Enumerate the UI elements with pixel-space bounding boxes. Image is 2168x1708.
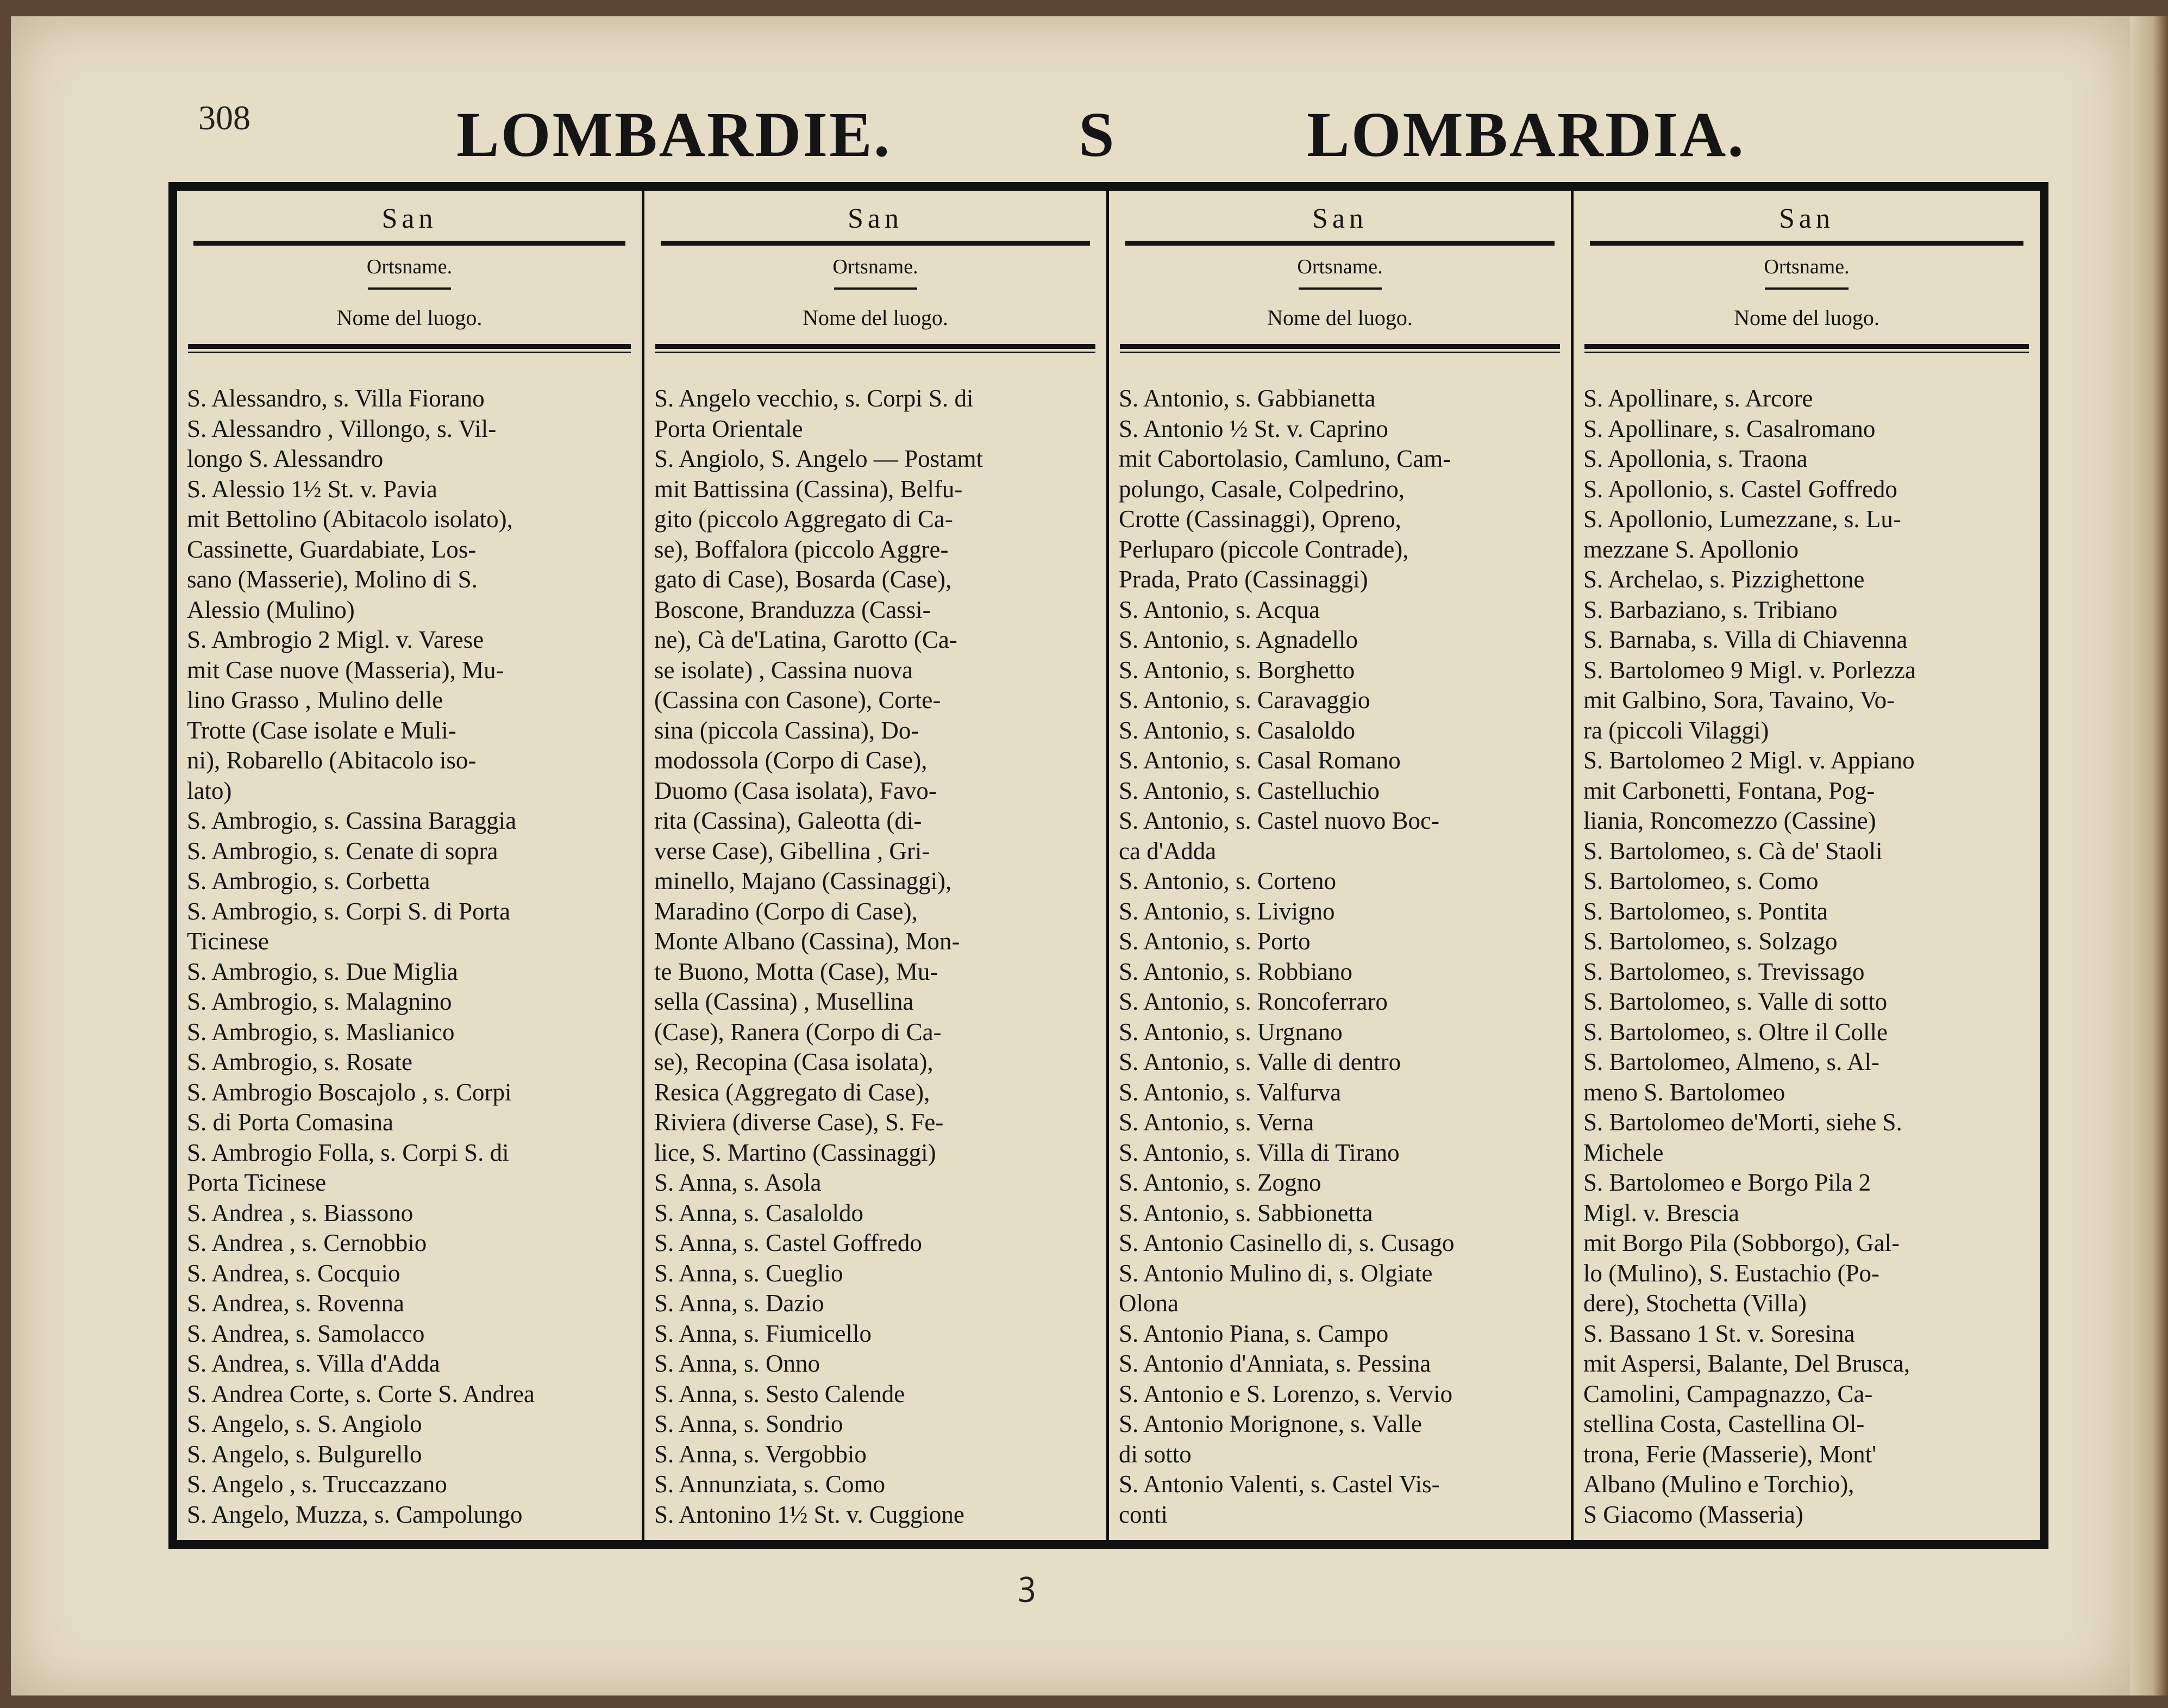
entry-line: di sotto: [1119, 1440, 1192, 1468]
entry-line: S. Andrea Corte, s. Corte S. Andrea: [187, 1380, 535, 1407]
entry-line: S. Ambrogio Folla, s. Corpi S. di: [187, 1138, 509, 1166]
entry-line: S Giacomo (Masseria): [1583, 1500, 1803, 1528]
header-rule: [1120, 352, 1560, 353]
header-rule: [1584, 352, 2029, 353]
entry-line: S. Antonio, s. Verna: [1119, 1109, 1314, 1136]
header-divider: [1765, 287, 1849, 290]
entry-line: mit Borgo Pila (Sobborgo), Gal-: [1583, 1229, 1900, 1256]
entry-line: gito (piccolo Aggregato di Ca-: [654, 505, 953, 533]
entry-line: minello, Majano (Cassinaggi),: [654, 867, 952, 894]
entry-line: S. Antonio d'Anniata, s. Pessina: [1119, 1350, 1431, 1377]
entry-line: S. Antonio Piana, s. Campo: [1119, 1319, 1389, 1347]
column-label-german: Ortsname.: [366, 255, 453, 278]
header-rule: [188, 344, 631, 349]
entry-line: lice, S. Martino (Cassinaggi): [654, 1138, 936, 1166]
entry-line: S. Anna, s. Castel Goffredo: [654, 1229, 922, 1256]
header-rule: [661, 241, 1090, 246]
column-label-italian: Nome del luogo.: [803, 305, 948, 330]
entry-line: S. Bartolomeo 2 Migl. v. Appiano: [1583, 747, 1915, 774]
header-rule: [1125, 241, 1555, 246]
entry-line: S. Andrea , s. Cernobbio: [187, 1229, 427, 1256]
entry-line: mit Battissina (Cassina), Belfu-: [654, 475, 963, 503]
entry-line: S. Antonino 1½ St. v. Cuggione: [654, 1500, 964, 1528]
entry-line: conti: [1119, 1500, 1168, 1528]
entry-line: S. di Porta Comasina: [187, 1109, 393, 1136]
entry-line: S. Bartolomeo, s. Cà de' Staoli: [1583, 837, 1883, 865]
entry-line: S. Antonio, s. Porto: [1119, 928, 1311, 955]
entry-line: ni), Robarello (Abitacolo iso-: [187, 747, 477, 774]
entry-line: (Cassina con Casone), Corte-: [654, 686, 941, 714]
entry-line: S. Bartolomeo 9 Migl. v. Porlezza: [1583, 656, 1916, 684]
header-rule: [1590, 241, 2023, 246]
table-column: [644, 191, 1109, 1540]
entry-line: Duomo (Casa isolata), Favo-: [654, 777, 937, 804]
entry-line: S. Anna, s. Onno: [654, 1350, 820, 1377]
entry-line: S. Anna, s. Vergobbio: [654, 1440, 867, 1468]
entry-line: S. Antonio, s. Villa di Tirano: [1119, 1138, 1400, 1166]
page-edge: [2130, 16, 2168, 1696]
entry-line: se), Boffalora (piccolo Aggre-: [654, 535, 949, 563]
entry-line: ne), Cà de'Latina, Garotto (Ca-: [654, 626, 957, 653]
entry-line: S. Antonio, s. Livigno: [1119, 897, 1335, 925]
entry-line: liania, Roncomezzo (Cassine): [1583, 807, 1876, 834]
entry-line: polungo, Casale, Colpedrino,: [1119, 475, 1405, 503]
column-entries: [1119, 384, 1563, 1530]
book-page: [11, 16, 2130, 1696]
heading-german: LOMBARDIE.: [456, 99, 892, 170]
entry-line: Riviera (diverse Case), S. Fe-: [654, 1109, 944, 1136]
entry-line: Boscone, Branduzza (Cassi-: [654, 596, 931, 623]
entry-line: sella (Cassina) , Musellina: [654, 988, 914, 1015]
entry-line: S. Anna, s. Dazio: [654, 1290, 824, 1317]
entry-line: S. Antonio, s. Valle di dentro: [1119, 1048, 1401, 1075]
entry-line: S. Bassano 1 St. v. Soresina: [1583, 1319, 1855, 1347]
table-column: [1109, 191, 1574, 1540]
entry-line: S. Antonio, s. Corteno: [1119, 867, 1337, 894]
entry-line: S. Antonio, s. Robbiano: [1119, 958, 1353, 985]
column-title: San: [848, 203, 903, 234]
entry-line: S. Antonio, s. Acqua: [1119, 596, 1320, 623]
entry-line: S. Ambrogio, s. Cenate di sopra: [187, 837, 498, 865]
entry-line: S. Antonio Casinello di, s. Cusago: [1119, 1229, 1455, 1256]
entry-line: S. Angelo vecchio, s. Corpi S. di: [654, 385, 974, 412]
entry-line: Albano (Mulino e Torchio),: [1583, 1471, 1854, 1498]
entry-line: dere), Stochetta (Villa): [1583, 1290, 1807, 1317]
heading-letter: S: [1079, 99, 1116, 170]
entry-line: S. Ambrogio, s. Malagnino: [187, 988, 452, 1015]
entry-line: Olona: [1119, 1290, 1179, 1317]
entry-line: Perluparo (piccole Contrade),: [1119, 535, 1409, 563]
column-header: [1109, 191, 1571, 354]
entry-line: S. Angelo , s. Truccazzano: [187, 1471, 447, 1498]
entry-line: meno S. Bartolomeo: [1583, 1078, 1785, 1106]
entry-line: Trotte (Case isolate e Muli-: [187, 716, 456, 744]
entry-line: S. Bartolomeo, s. Solzago: [1583, 928, 1838, 955]
entry-line: S. Bartolomeo, s. Como: [1583, 867, 1819, 894]
entry-line: S. Apollonia, s. Traona: [1583, 445, 1808, 472]
entry-line: S. Andrea, s. Samolacco: [187, 1319, 425, 1347]
header-rule: [193, 241, 625, 246]
entry-line: S. Antonio, s. Casal Romano: [1119, 747, 1401, 774]
entry-line: stellina Costa, Castellina Ol-: [1583, 1410, 1865, 1437]
entry-line: sina (piccola Cassina), Do-: [654, 716, 919, 744]
entry-line: S. Antonio e S. Lorenzo, s. Vervio: [1119, 1380, 1453, 1407]
entry-line: longo S. Alessandro: [187, 445, 384, 472]
entry-line: mit Aspersi, Balante, Del Brusca,: [1583, 1350, 1910, 1377]
entry-line: lo (Mulino), S. Eustachio (Po-: [1583, 1259, 1879, 1287]
table-frame: [168, 182, 2048, 1549]
column-title: San: [1312, 203, 1368, 234]
entry-line: Resica (Aggregato di Case),: [654, 1078, 930, 1106]
entry-line: S. Antonio ½ St. v. Caprino: [1119, 415, 1388, 442]
entry-line: S. Antonio, s. Urgnano: [1119, 1018, 1343, 1046]
entry-line: S. Apollinare, s. Casalromano: [1583, 415, 1876, 442]
entry-line: S. Apollonio, s. Castel Goffredo: [1583, 475, 1897, 503]
table-column: [1574, 191, 2040, 1540]
entry-line: S. Bartolomeo de'Morti, siehe S.: [1583, 1109, 1902, 1136]
column-entries: [1583, 384, 2032, 1530]
column-header: [1574, 191, 2040, 354]
entry-line: Cassinette, Guardabiate, Los-: [187, 535, 477, 563]
entry-line: S. Antonio, s. Roncoferraro: [1119, 988, 1388, 1015]
entry-line: S. Antonio, s. Casaloldo: [1119, 716, 1356, 744]
entry-line: mit Bettolino (Abitacolo isolato),: [187, 505, 513, 533]
entry-line: lino Grasso , Mulino delle: [187, 686, 443, 714]
entry-line: S. Antonio, s. Borghetto: [1119, 656, 1355, 684]
entry-line: S. Bartolomeo e Borgo Pila 2: [1583, 1169, 1871, 1196]
entry-line: se), Recopina (Casa isolata),: [654, 1048, 933, 1075]
header-divider: [834, 287, 917, 290]
entry-line: S. Antonio, s. Gabbianetta: [1119, 385, 1376, 412]
page-number: 308: [198, 98, 250, 137]
entry-line: S. Barnaba, s. Villa di Chiavenna: [1583, 626, 1908, 653]
entry-line: mit Cabortolasio, Camluno, Cam-: [1119, 445, 1451, 472]
column-label-german: Ortsname.: [1764, 255, 1850, 278]
entry-line: Porta Orientale: [654, 415, 803, 442]
entry-line: S. Antonio, s. Valfurva: [1119, 1078, 1342, 1106]
entry-line: S. Andrea, s. Cocquio: [187, 1259, 400, 1287]
entry-line: Crotte (Cassinaggi), Opreno,: [1119, 505, 1401, 533]
table-column: [177, 191, 644, 1540]
entry-line: S. Ambrogio 2 Migl. v. Varese: [187, 626, 484, 653]
entry-line: S. Antonio Mulino di, s. Olgiate: [1119, 1259, 1433, 1287]
entry-line: S. Antonio, s. Agnadello: [1119, 626, 1358, 653]
entry-line: gato di Case), Bosarda (Case),: [654, 566, 952, 593]
entry-line: S. Bartolomeo, s. Trevissago: [1583, 958, 1865, 985]
entry-line: S. Antonio, s. Castelluchio: [1119, 777, 1380, 804]
entry-line: modossola (Corpo di Case),: [654, 747, 928, 774]
entry-line: S. Ambrogio, s. Rosate: [187, 1048, 413, 1075]
entry-line: mit Galbino, Sora, Tavaino, Vo-: [1583, 686, 1895, 714]
entry-line: Monte Albano (Cassina), Mon-: [654, 928, 960, 955]
column-label-italian: Nome del luogo.: [1734, 305, 1879, 330]
entry-line: S. Ambrogio, s. Corpi S. di Porta: [187, 897, 511, 925]
heading-italian: LOMBARDIA.: [1307, 99, 1745, 170]
entry-line: S. Angelo, s. S. Angiolo: [187, 1410, 422, 1437]
entry-line: ca d'Adda: [1119, 837, 1217, 865]
column-label-german: Ortsname.: [1297, 255, 1383, 278]
entry-line: S. Anna, s. Asola: [654, 1169, 822, 1196]
entry-line: S. Bartolomeo, s. Oltre il Colle: [1583, 1018, 1888, 1046]
entry-line: S. Anna, s. Cueglio: [654, 1259, 843, 1287]
entry-line: S. Bartolomeo, Almeno, s. Al-: [1583, 1048, 1879, 1075]
entry-line: lato): [187, 777, 232, 804]
entry-line: rita (Cassina), Galeotta (di-: [654, 807, 922, 834]
column-entries: [187, 384, 634, 1530]
entry-line: S. Angelo, Muzza, s. Campolungo: [187, 1500, 523, 1528]
entry-line: S. Anna, s. Casaloldo: [654, 1199, 864, 1227]
header-divider: [368, 287, 452, 290]
entry-line: S. Apollonio, Lumezzane, s. Lu-: [1583, 505, 1901, 533]
column-header: [644, 191, 1106, 354]
entry-line: S. Archelao, s. Pizzighettone: [1583, 566, 1865, 593]
entry-line: S. Andrea, s. Rovenna: [187, 1290, 404, 1317]
column-label-italian: Nome del luogo.: [336, 305, 483, 330]
entry-line: S. Antonio Valenti, s. Castel Vis-: [1119, 1471, 1440, 1498]
entry-line: S. Alessandro , Villongo, s. Vil-: [187, 415, 497, 442]
entry-line: mit Case nuove (Masseria), Mu-: [187, 656, 504, 684]
column-header: [177, 191, 642, 354]
entry-line: ra (piccoli Vilaggi): [1583, 716, 1769, 744]
entry-line: S. Ambrogio, s. Cassina Baraggia: [187, 807, 517, 834]
entry-line: Michele: [1583, 1138, 1664, 1166]
entry-line: S. Antonio Morignone, s. Valle: [1119, 1410, 1422, 1437]
entry-line: S. Alessandro, s. Villa Fiorano: [187, 385, 485, 412]
entry-line: Migl. v. Brescia: [1583, 1199, 1740, 1227]
entry-line: verse Case), Gibellina , Gri-: [654, 837, 930, 865]
entry-line: Maradino (Corpo di Case),: [654, 897, 918, 925]
header-rule: [655, 344, 1095, 349]
signature-mark: ꝫ: [1019, 1566, 1036, 1601]
entry-line: S. Angelo, s. Bulgurello: [187, 1440, 422, 1468]
entry-line: S. Anna, s. Fiumicello: [654, 1319, 872, 1347]
entry-line: S. Apollinare, s. Arcore: [1583, 385, 1813, 412]
entry-line: Prada, Prato (Cassinaggi): [1119, 566, 1368, 593]
entry-line: S. Ambrogio Boscajolo , s. Corpi: [187, 1078, 512, 1106]
entry-line: mezzane S. Apollonio: [1583, 535, 1799, 563]
entry-line: S. Annunziata, s. Como: [654, 1471, 885, 1498]
column-title: San: [381, 203, 437, 234]
entry-line: te Buono, Motta (Case), Mu-: [654, 958, 938, 985]
entry-line: Porta Ticinese: [187, 1169, 327, 1196]
entry-line: S. Ambrogio, s. Corbetta: [187, 867, 430, 894]
column-title: San: [1779, 203, 1834, 234]
entry-line: S. Angiolo, S. Angelo — Postamt: [654, 445, 983, 472]
entry-line: S. Bartolomeo, s. Valle di sotto: [1583, 988, 1888, 1015]
entry-line: S. Antonio, s. Sabbionetta: [1119, 1199, 1373, 1227]
entry-line: S. Antonio, s. Zogno: [1119, 1169, 1321, 1196]
entry-line: S. Antonio, s. Caravaggio: [1119, 686, 1370, 714]
header-rule: [655, 352, 1095, 353]
entry-line: (Case), Ranera (Corpo di Ca-: [654, 1018, 942, 1046]
column-entries: [654, 384, 1099, 1530]
entry-line: S. Alessio 1½ St. v. Pavia: [187, 475, 437, 503]
entry-line: S. Bartolomeo, s. Pontita: [1583, 897, 1828, 925]
entry-line: trona, Ferie (Masserie), Mont': [1583, 1440, 1877, 1468]
entry-line: S. Anna, s. Sesto Calende: [654, 1380, 905, 1407]
header-rule: [188, 352, 631, 353]
header-divider: [1299, 287, 1382, 290]
entry-line: Camolini, Campagnazzo, Ca-: [1583, 1380, 1873, 1407]
entry-line: Ticinese: [187, 928, 269, 955]
entry-line: S. Barbaziano, s. Tribiano: [1583, 596, 1838, 623]
entry-line: S. Antonio, s. Castel nuovo Boc-: [1119, 807, 1440, 834]
entry-line: sano (Masserie), Molino di S.: [187, 566, 478, 593]
entry-line: se isolate) , Cassina nuova: [654, 656, 913, 684]
header-rule: [1120, 344, 1560, 349]
entry-line: Alessio (Mulino): [187, 596, 355, 623]
entry-line: S. Ambrogio, s. Due Miglia: [187, 958, 458, 985]
entry-line: S. Andrea , s. Biassono: [187, 1199, 413, 1227]
entry-line: S. Ambrogio, s. Maslianico: [187, 1018, 455, 1046]
entry-line: mit Carbonetti, Fontana, Pog-: [1583, 777, 1875, 804]
column-label-italian: Nome del luogo.: [1267, 305, 1413, 330]
entry-line: S. Andrea, s. Villa d'Adda: [187, 1350, 440, 1377]
header-rule: [1584, 344, 2029, 349]
place-name-table: [177, 191, 2040, 1540]
entry-line: S. Anna, s. Sondrio: [654, 1410, 843, 1437]
column-label-german: Ortsname.: [832, 255, 918, 278]
